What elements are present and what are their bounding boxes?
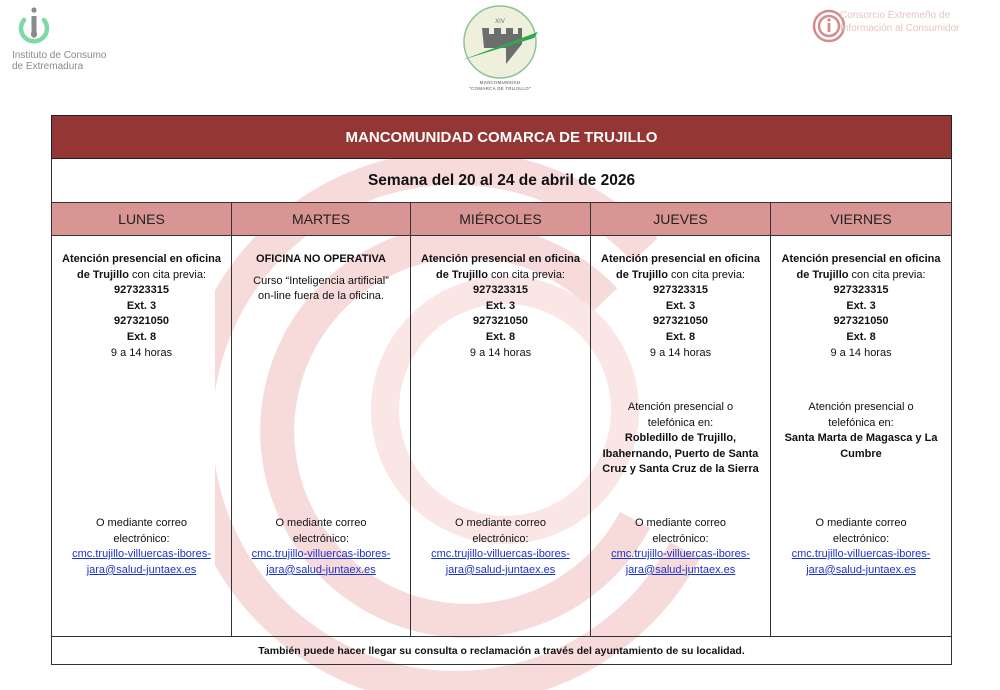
instituto-logo-line1: Instituto de Consumo — [12, 50, 107, 61]
phone-1: 927323315 — [113, 284, 170, 297]
email-info — [52, 516, 231, 578]
instituto-consumo-logo — [6, 2, 146, 82]
phone-1: 927323315 — [833, 284, 889, 297]
office-info — [56, 252, 227, 361]
ext-1: Ext. 3 — [846, 299, 876, 312]
day-cell-lunes — [52, 236, 232, 637]
office-appointment: con cita previa: — [487, 268, 565, 281]
email-intro-2: electrónico: — [113, 532, 170, 545]
email-info — [771, 516, 951, 578]
email-info — [411, 516, 590, 578]
instituto-logo-line2: de Extremadura — [12, 61, 84, 72]
day-header-miercoles: MIÉRCOLES — [411, 203, 591, 236]
day-cell-martes — [232, 236, 411, 637]
ext-2: Ext. 8 — [126, 330, 157, 343]
email-intro-2: electrónico: — [832, 532, 890, 545]
email-intro-2: electrónico: — [472, 532, 529, 545]
phone-2: 927321050 — [833, 315, 889, 328]
extra-intro: Atención presencial o — [808, 401, 914, 413]
phone-2: 927321050 — [472, 315, 529, 328]
week-range: Semana del 20 al 24 de abril de 2026 — [52, 159, 952, 203]
extra-locations — [591, 400, 770, 478]
email-intro: O mediante correo — [454, 517, 547, 529]
email-intro: O mediante correo — [275, 517, 367, 529]
office-hours: 9 a 14 horas — [649, 346, 712, 359]
office-hours: 9 a 14 horas — [110, 346, 173, 359]
closed-info — [236, 252, 406, 305]
consorcio-logo-line2: Información al Consumidor — [840, 23, 960, 34]
info-i-icon — [16, 6, 52, 48]
email-info — [232, 516, 410, 578]
mancomunidad-logo-line1: MANCOMUNIDAD — [479, 80, 521, 85]
logo-numeral: XIV — [495, 19, 505, 25]
extra-intro: Atención presencial o — [627, 401, 734, 413]
email-link[interactable]: cmc.trujillo-villuercas-ibores- jara@salud-juntaex.es — [791, 548, 931, 576]
office-label: Atención presencial en oficina de Trujillo — [421, 253, 580, 281]
consorcio-logo-line1: Consorcio Extremeño de — [840, 10, 951, 21]
day-header-lunes: LUNES — [52, 203, 232, 236]
schedule-title: MANCOMUNIDAD COMARCA DE TRUJILLO — [52, 116, 952, 159]
office-appointment: con cita previa: — [128, 268, 206, 281]
closed-reason-1: Curso “Inteligencia artificial” — [253, 274, 389, 287]
ext-1: Ext. 3 — [126, 299, 157, 312]
mancomunidad-logo — [438, 4, 562, 94]
day-header-martes: MARTES — [232, 203, 411, 236]
ext-1: Ext. 3 — [485, 299, 516, 312]
office-info — [595, 252, 766, 361]
phone-1: 927323315 — [472, 284, 529, 297]
office-appointment: con cita previa: — [667, 268, 745, 281]
ext-1: Ext. 3 — [665, 299, 696, 312]
extra-locations — [771, 400, 951, 462]
email-intro: O mediante correo — [815, 517, 907, 529]
extra-places: Robledillo de Trujillo, Ibahernando, Puerto de Santa Cruz y Santa Cruz de la Sierra — [602, 432, 759, 476]
day-header-viernes: VIERNES — [771, 203, 952, 236]
extra-intro-2: telefónica en: — [647, 416, 714, 429]
email-link[interactable]: cmc.trujillo-villuercas-ibores- jara@salud-juntaex.es — [72, 548, 211, 576]
email-intro: O mediante correo — [634, 517, 727, 529]
consorcio-logo — [812, 6, 1000, 56]
phone-1: 927323315 — [652, 284, 709, 297]
email-link[interactable]: cmc.trujillo-villuercas-ibores- jara@salud-juntaex.es — [611, 548, 750, 576]
phone-2: 927321050 — [652, 315, 709, 328]
castle-tower-icon — [438, 4, 562, 80]
day-header-jueves: JUEVES — [591, 203, 771, 236]
office-label: Atención presencial en oficina de Trujillo — [62, 253, 221, 281]
ext-2: Ext. 8 — [485, 330, 516, 343]
email-intro-2: electrónico: — [652, 532, 709, 545]
email-link[interactable]: cmc.trujillo-villuercas-ibores- jara@salud-juntaex.es — [431, 548, 570, 576]
mancomunidad-logo-line2: "COMARCA DE TRUJILLO" — [468, 86, 532, 91]
office-label: Atención presencial en oficina de Trujillo — [781, 253, 941, 281]
office-hours: 9 a 14 horas — [830, 346, 892, 359]
office-info — [775, 252, 947, 361]
office-appointment: con cita previa: — [848, 268, 926, 281]
email-link[interactable]: cmc.trujillo-villuercas-ibores- jara@salud-juntaex.es — [251, 548, 391, 576]
office-info — [415, 252, 586, 361]
ext-2: Ext. 8 — [846, 330, 876, 343]
closed-reason-2: on-line fuera de la oficina. — [258, 290, 384, 303]
email-info — [591, 516, 770, 578]
email-intro-2: electrónico: — [292, 532, 350, 545]
office-label: Atención presencial en oficina de Trujillo — [601, 253, 760, 281]
day-cell-jueves — [591, 236, 771, 637]
extra-places: Santa Marta de Magasca y La Cumbre — [784, 432, 938, 460]
closed-title: OFICINA NO OPERATIVA — [256, 253, 386, 265]
ext-2: Ext. 8 — [665, 330, 696, 343]
office-hours: 9 a 14 horas — [469, 346, 532, 359]
extra-intro-2: telefónica en: — [828, 416, 894, 429]
day-cell-miercoles — [411, 236, 591, 637]
phone-2: 927321050 — [113, 315, 170, 328]
day-cell-viernes — [771, 236, 952, 637]
schedule-table — [51, 115, 952, 665]
footer-note: También puede hacer llegar su consulta o reclamación a través del ayuntamiento de su localidad. — [52, 637, 952, 665]
email-intro: O mediante correo — [95, 517, 188, 529]
